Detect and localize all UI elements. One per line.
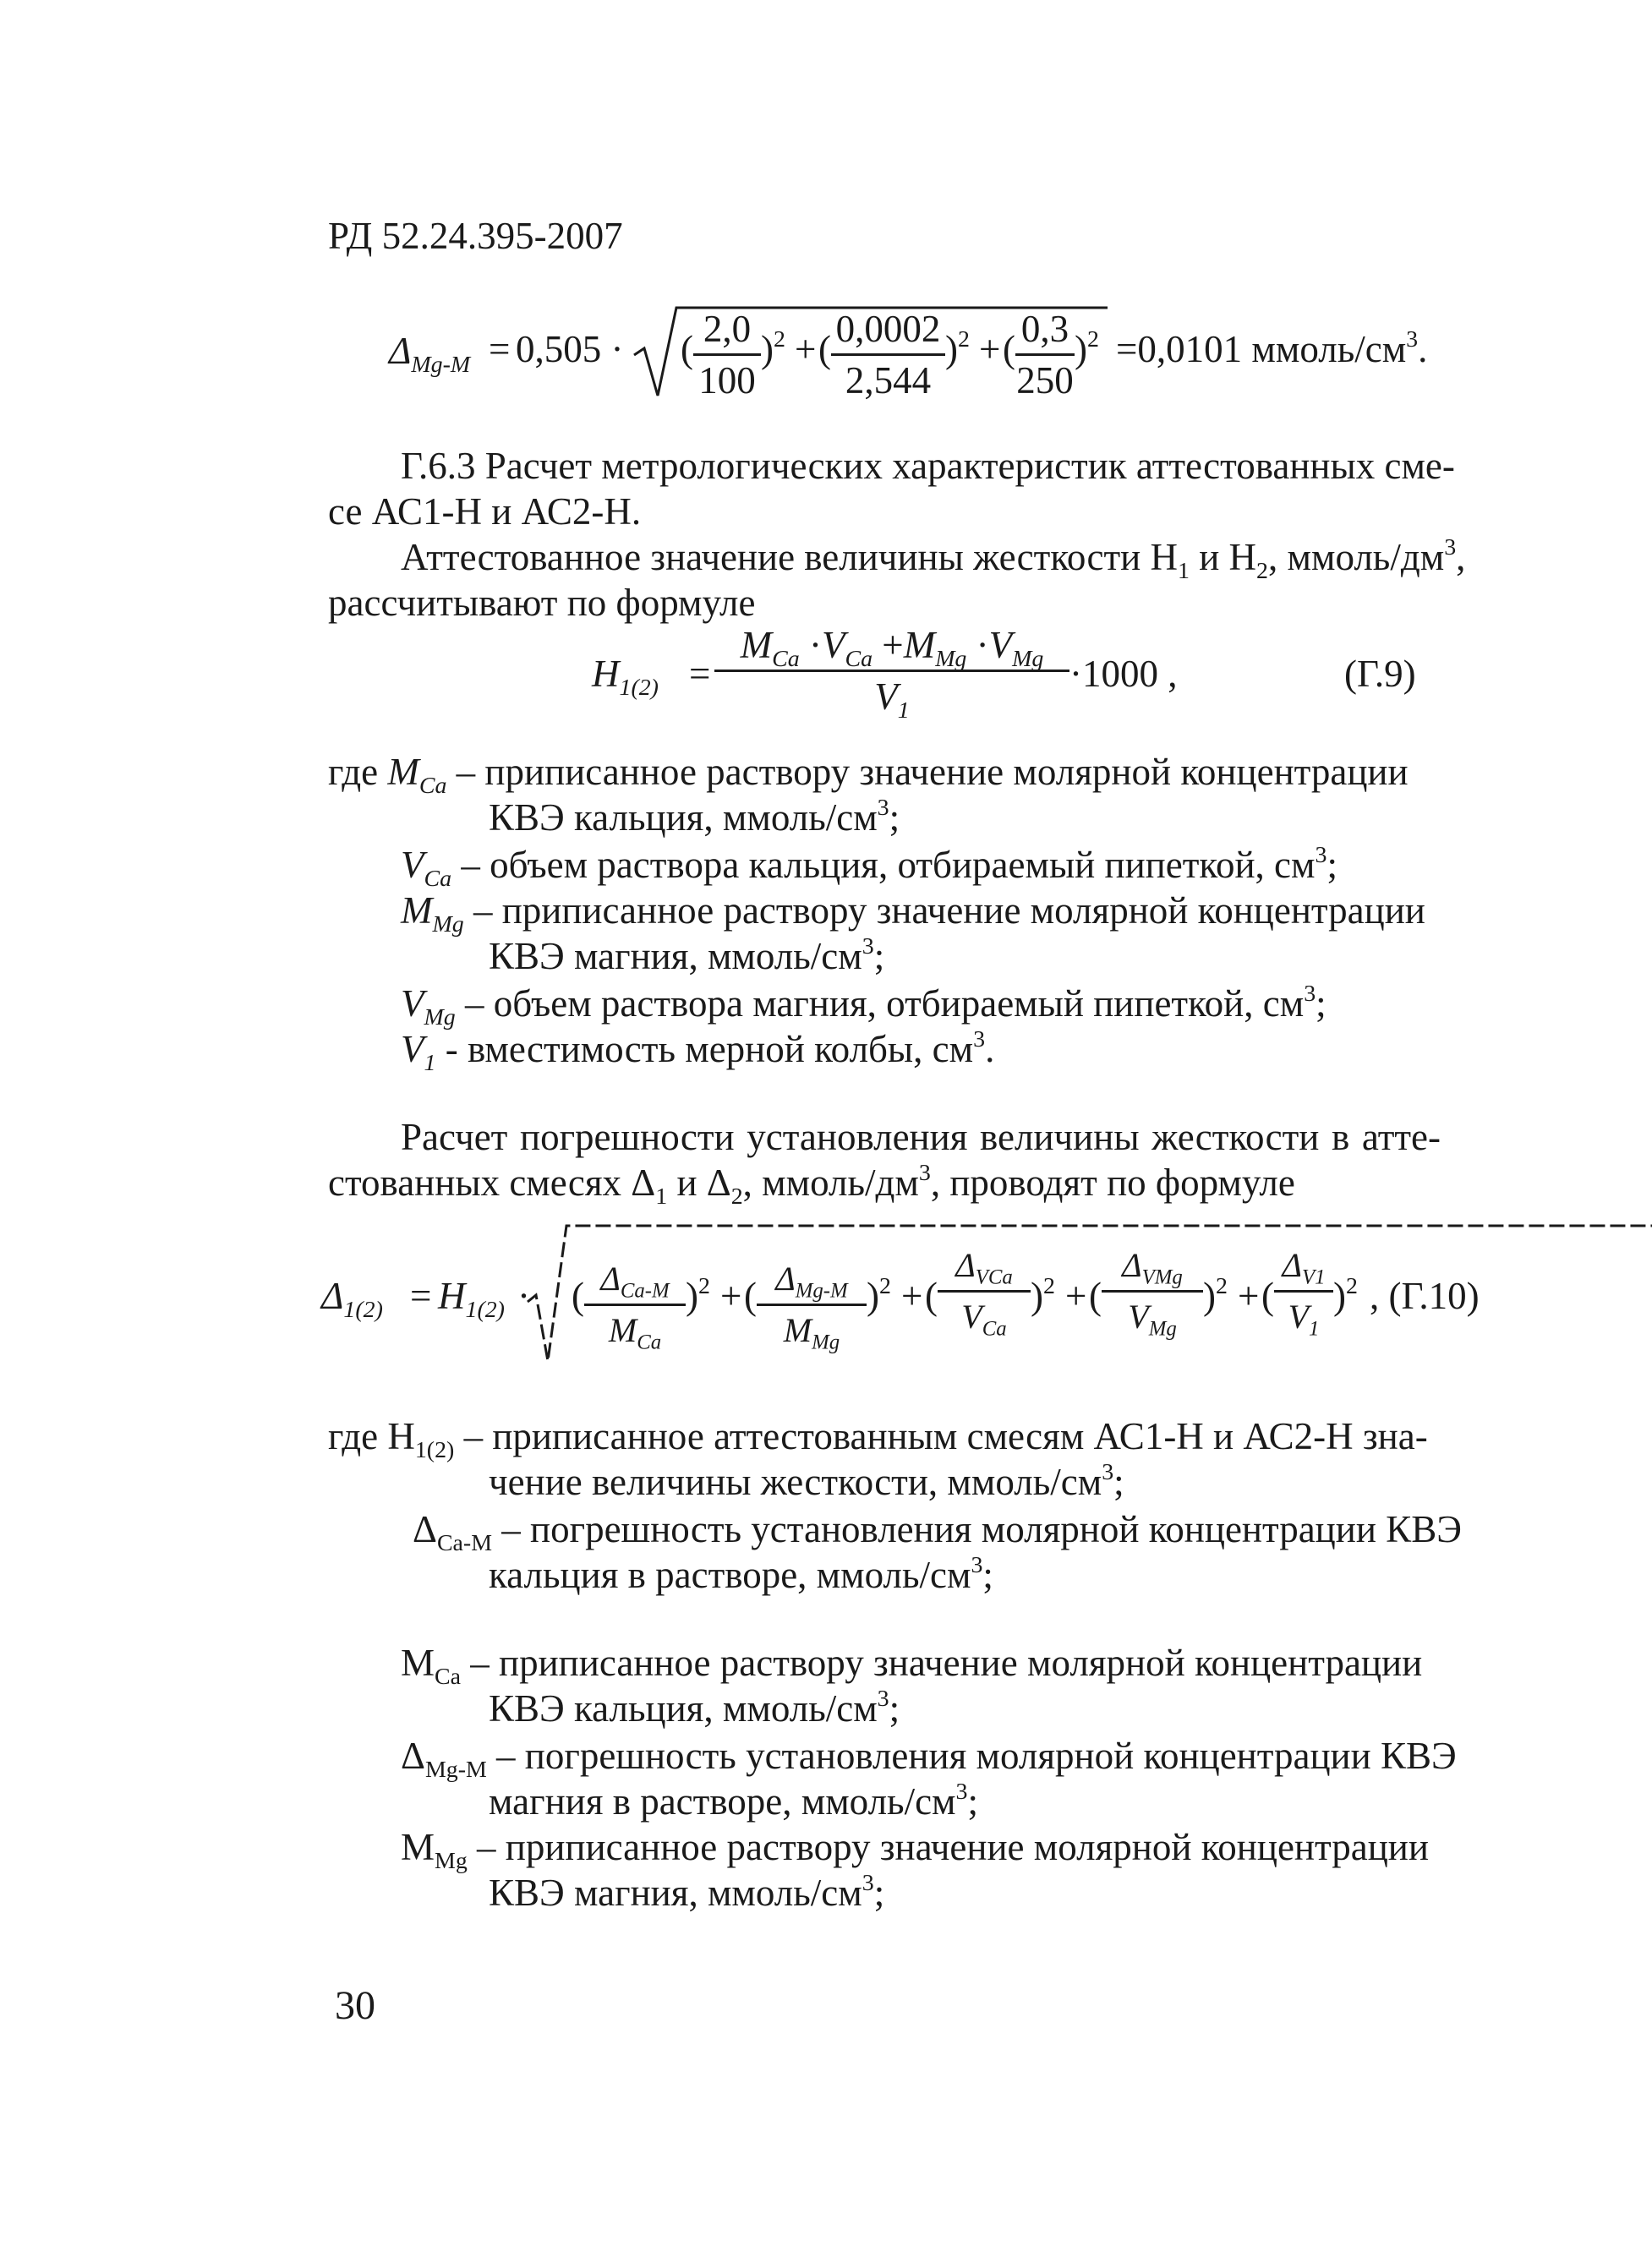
definition-m-mg: $M_{Mg}$ – приписанное раствору значение молярной концентрации <box>401 889 1425 937</box>
paren-open: ( <box>1003 328 1015 370</box>
plus-sign: + <box>795 328 817 370</box>
formula-delta-mg-m <box>389 296 1428 406</box>
definition-m-ca-cont: КВЭ кальция, ммоль/$см^3$; <box>489 794 900 839</box>
paren-open: ( <box>681 328 693 370</box>
document-code: РД 52.24.395-2007 <box>328 215 623 257</box>
formula-h: $H_{1(2)}$ <box>438 1275 505 1323</box>
paren-close: )$^2$ <box>1031 1272 1055 1317</box>
equation-number: , (Г.10) <box>1370 1275 1480 1317</box>
formula-lhs: $H_{1(2)}$ <box>592 653 659 701</box>
paren-open: ( <box>744 1275 757 1317</box>
formula-g9 <box>592 617 1446 727</box>
paren-close: )$^2$ <box>686 1272 710 1317</box>
fraction-delta-v-ca: $\Delta_{VCa}$ $V_{Ca}$ <box>938 1243 1031 1340</box>
plus-sign: + <box>1238 1275 1260 1317</box>
paren-close: )$^2$ <box>867 1272 891 1317</box>
paren-open: ( <box>572 1275 584 1317</box>
paragraph-2-line-1: Расчет погрешности установления величины жесткости в атте- <box>401 1116 1441 1158</box>
dot-operator: · <box>517 1275 530 1317</box>
formula-lhs: $\Delta_{Mg-M}$ <box>389 330 471 378</box>
plus-sign: + <box>1065 1275 1087 1317</box>
fraction-term-2: 0,0002 2,544 <box>831 306 945 403</box>
paren-close: )$^2$ <box>761 325 785 370</box>
formula-result: =0,0101 ммоль/$см^3$. <box>1116 325 1428 370</box>
coefficient: 0,505 · <box>516 328 624 370</box>
paren-open: ( <box>925 1275 938 1317</box>
plus-sign: + <box>720 1275 742 1317</box>
paren-close: )$^2$ <box>1203 1272 1228 1317</box>
definition-m-mg-2-cont: КВЭ магния, ммоль/$см^3$; <box>489 1869 885 1914</box>
paren-open: ( <box>1089 1275 1102 1317</box>
definition-delta-mg-m: $\Delta_{Mg-M}$ – погрешность установления молярной концентрации КВЭ <box>401 1735 1457 1783</box>
definition-delta-ca-m-cont: кальция в растворе, ммоль/$см^3$; <box>489 1551 993 1596</box>
fraction-term-1: 2,0 100 <box>693 306 761 403</box>
formula-lhs: $\Delta_{1(2)}$ <box>321 1275 383 1323</box>
formula-g10 <box>321 1209 1480 1378</box>
paragraph-1-line-2: рассчитывают по формуле <box>328 582 756 624</box>
definition-v-mg: $V_{Mg}$ – объем раствора магния, отбираемый пипеткой, $см^3$; <box>401 980 1327 1030</box>
section-heading-line-1: Г.6.3 Расчет метрологических характеристик аттестованных сме- <box>401 445 1455 487</box>
paren-close: )$^2$ <box>945 325 970 370</box>
paren-open: ( <box>818 328 831 370</box>
definition-h-12: где $Н_{1(2)}$ – приписанное аттестованным смесям АС1-Н и АС2-Н зна- <box>328 1415 1428 1463</box>
fraction-delta-ca: $\Delta_{Ca-M}$ $M_{Ca}$ <box>584 1256 686 1353</box>
equals-sign: = <box>410 1275 432 1317</box>
plus-sign: + <box>901 1275 923 1317</box>
definition-v-1: $V_1$ - вместимость мерной колбы, $см^3$. <box>401 1025 995 1076</box>
fraction-term-3: 0,3 250 <box>1016 308 1074 402</box>
paragraph-2-line-2: стованных смесях $\Delta_1$ и $\Delta_2$, ммоль/$дм^3$, проводят по формуле <box>328 1159 1295 1210</box>
multiplier: ·1000 , <box>1069 653 1178 695</box>
section-heading-line-2: се АС1-Н и АС2-Н. <box>328 490 642 533</box>
equals-sign: = <box>489 328 511 370</box>
fraction-delta-v-1: $\Delta_{V1}$ $V_1$ <box>1274 1243 1333 1340</box>
main-fraction: $M_{Ca} \cdot V_{Ca} +M_{Mg} \cdot V_{Mg}$ $V_1$ <box>714 622 1069 719</box>
paragraph-1-line-1: Аттестованное значение величины жесткости $Н_1$ и $Н_2$, ммоль/$дм^3$, <box>401 533 1466 584</box>
paren-close: )$^2$ <box>1075 325 1099 370</box>
equals-sign: = <box>689 653 711 695</box>
paren-open: ( <box>1261 1275 1274 1317</box>
equation-number: (Г.9) <box>1344 653 1416 695</box>
fraction-delta-v-mg: $\Delta_{VMg}$ $V_{Mg}$ <box>1102 1243 1203 1340</box>
plus-sign: + <box>979 328 1001 370</box>
definition-m-ca-2-cont: КВЭ кальция, ммоль/$см^3$; <box>489 1685 900 1730</box>
definition-m-ca-2: $M_{Ca}$ – приписанное раствору значение молярной концентрации <box>401 1642 1423 1690</box>
definition-h-12-cont: чение величины жесткости, ммоль/$см^3$; <box>489 1458 1124 1503</box>
page-number: 30 <box>335 1983 375 2028</box>
definition-delta-ca-m: $\Delta_{Ca-M}$ – погрешность установления молярной концентрации КВЭ <box>413 1508 1462 1556</box>
fraction-delta-mg: $\Delta_{Mg-M}$ $M_{Mg}$ <box>757 1256 867 1353</box>
definition-m-ca: где $M_{Ca}$ – приписанное раствору значение молярной концентрации <box>328 751 1409 799</box>
paren-close: )$^2$ <box>1333 1272 1358 1317</box>
definition-m-mg-cont: КВЭ магния, ммоль/$см^3$; <box>489 932 885 977</box>
definition-m-mg-2: $M_{Mg}$ – приписанное раствору значение молярной концентрации <box>401 1826 1429 1874</box>
definition-delta-mg-m-cont: магния в растворе, ммоль/$см^3$; <box>489 1778 978 1823</box>
definition-v-ca: $V_{Ca}$ – объем раствора кальция, отбираемый пипеткой, $см^3$; <box>401 841 1337 892</box>
